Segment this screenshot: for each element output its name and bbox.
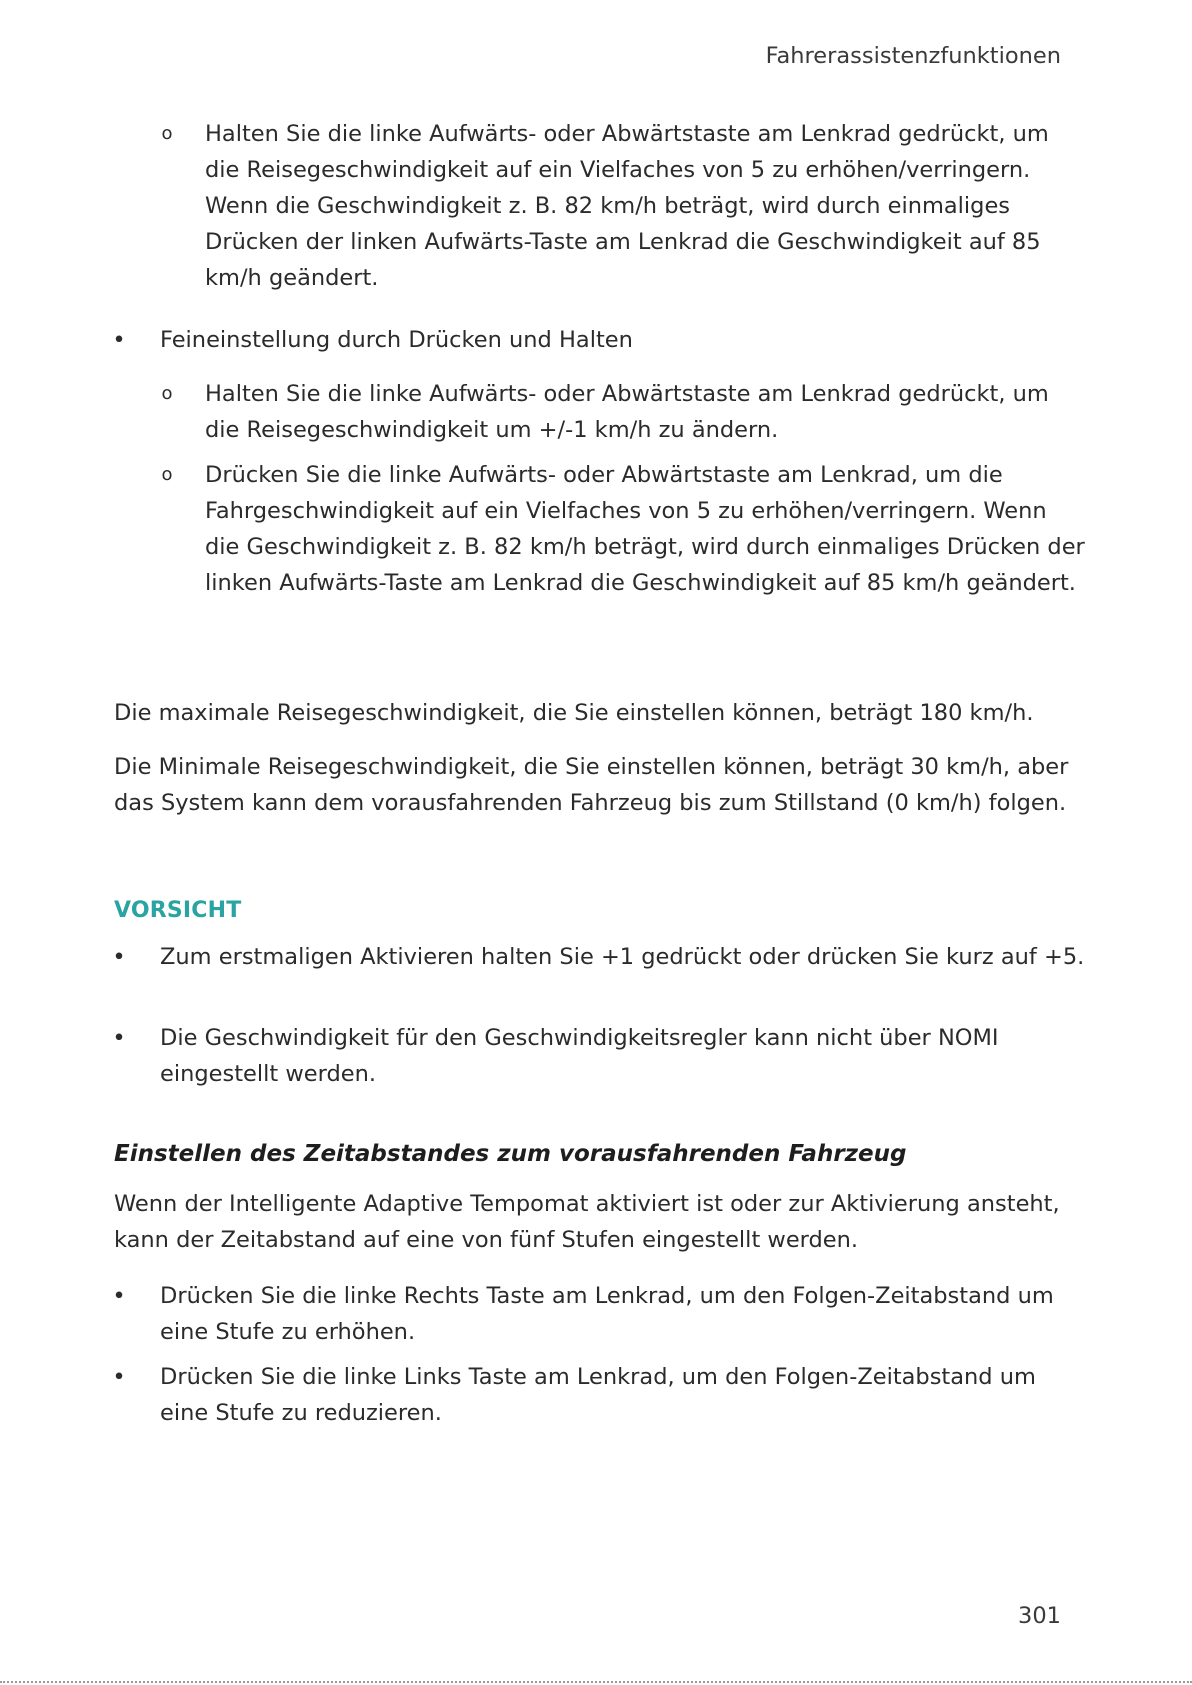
circle-bullet-icon: o xyxy=(161,464,173,485)
min-speed-text: Die Minimale Reisegeschwindigkeit, die Sie einstellen können, beträgt 30 km/h, aber das System kann dem vorausfahrenden Fahrzeug bis zum Stillstand (0 km/h) folgen. xyxy=(114,754,1069,816)
list-item-text: Drücken Sie die linke Rechts Taste am Lenkrad, um den Folgen-Zeitabstand um eine Stufe zu erhöhen. xyxy=(160,1283,1054,1345)
page-bottom-rule xyxy=(0,1681,1192,1683)
caution-label: VORSICHT xyxy=(114,898,242,923)
paragraph xyxy=(0,749,1192,821)
list-item xyxy=(0,939,1192,975)
list-item xyxy=(0,1359,1192,1431)
page-number: 301 xyxy=(1018,1603,1061,1629)
bullet-icon: • xyxy=(112,327,126,353)
bullet-icon: • xyxy=(112,944,126,970)
list-item-text: Drücken Sie die linke Aufwärts- oder Abwärtstaste am Lenkrad, um die Fahrgeschwindigkeit auf ein Vielfaches von 5 zu erhöhen/verringern. Wenn die Geschwindigkeit z. B. 82 km/h beträgt, wird durch einmaliges Drücken der linken Aufwärts-Taste am Lenkrad die Geschwindigkeit auf 85 km/h geändert. xyxy=(205,462,1085,596)
list-item-text: Feineinstellung durch Drücken und Halten xyxy=(160,327,633,353)
section-heading-text: Einstellen des Zeitabstandes zum vorausfahrenden Fahrzeug xyxy=(114,1141,907,1167)
circle-bullet-icon: o xyxy=(161,383,173,404)
paragraph xyxy=(0,1186,1192,1258)
circle-bullet-icon: o xyxy=(161,123,173,144)
section-heading xyxy=(0,1136,1192,1172)
list-item xyxy=(0,322,1192,358)
bullet-icon: • xyxy=(112,1364,126,1390)
running-header: Fahrerassistenzfunktionen xyxy=(765,43,1061,69)
list-item-text: Zum erstmaligen Aktivieren halten Sie +1 gedrückt oder drücken Sie kurz auf +5. xyxy=(160,944,1085,970)
sub-list-item xyxy=(0,116,1192,296)
gap-intro-text: Wenn der Intelligente Adaptive Tempomat aktiviert ist oder zur Aktivierung ansteht, kann der Zeitabstand auf eine von fünf Stufen eingestellt werden. xyxy=(114,1191,1060,1253)
sub-list-item xyxy=(0,457,1192,601)
sub-list-item xyxy=(0,376,1192,448)
max-speed-text: Die maximale Reisegeschwindigkeit, die Sie einstellen können, beträgt 180 km/h. xyxy=(114,700,1034,726)
list-item xyxy=(0,1278,1192,1350)
list-item-text: Halten Sie die linke Aufwärts- oder Abwärtstaste am Lenkrad gedrückt, um die Reisegeschwindigkeit um +/-1 km/h zu ändern. xyxy=(205,381,1049,443)
list-item-text: Die Geschwindigkeit für den Geschwindigkeitsregler kann nicht über NOMI eingestellt werden. xyxy=(160,1025,999,1087)
list-item-text: Drücken Sie die linke Links Taste am Lenkrad, um den Folgen-Zeitabstand um eine Stufe zu reduzieren. xyxy=(160,1364,1036,1426)
paragraph xyxy=(0,695,1192,731)
caution-block xyxy=(0,893,1192,929)
list-item-text: Halten Sie die linke Aufwärts- oder Abwärtstaste am Lenkrad gedrückt, um die Reisegeschwindigkeit auf ein Vielfaches von 5 zu erhöhen/verringern. Wenn die Geschwindigkeit z. B. 82 km/h beträgt, wird durch einmaliges Drücken der linken Aufwärts-Taste am Lenkrad die Geschwindigkeit auf 85 km/h geändert. xyxy=(205,121,1049,291)
bullet-icon: • xyxy=(112,1283,126,1309)
list-item xyxy=(0,1020,1192,1092)
bullet-icon: • xyxy=(112,1025,126,1051)
